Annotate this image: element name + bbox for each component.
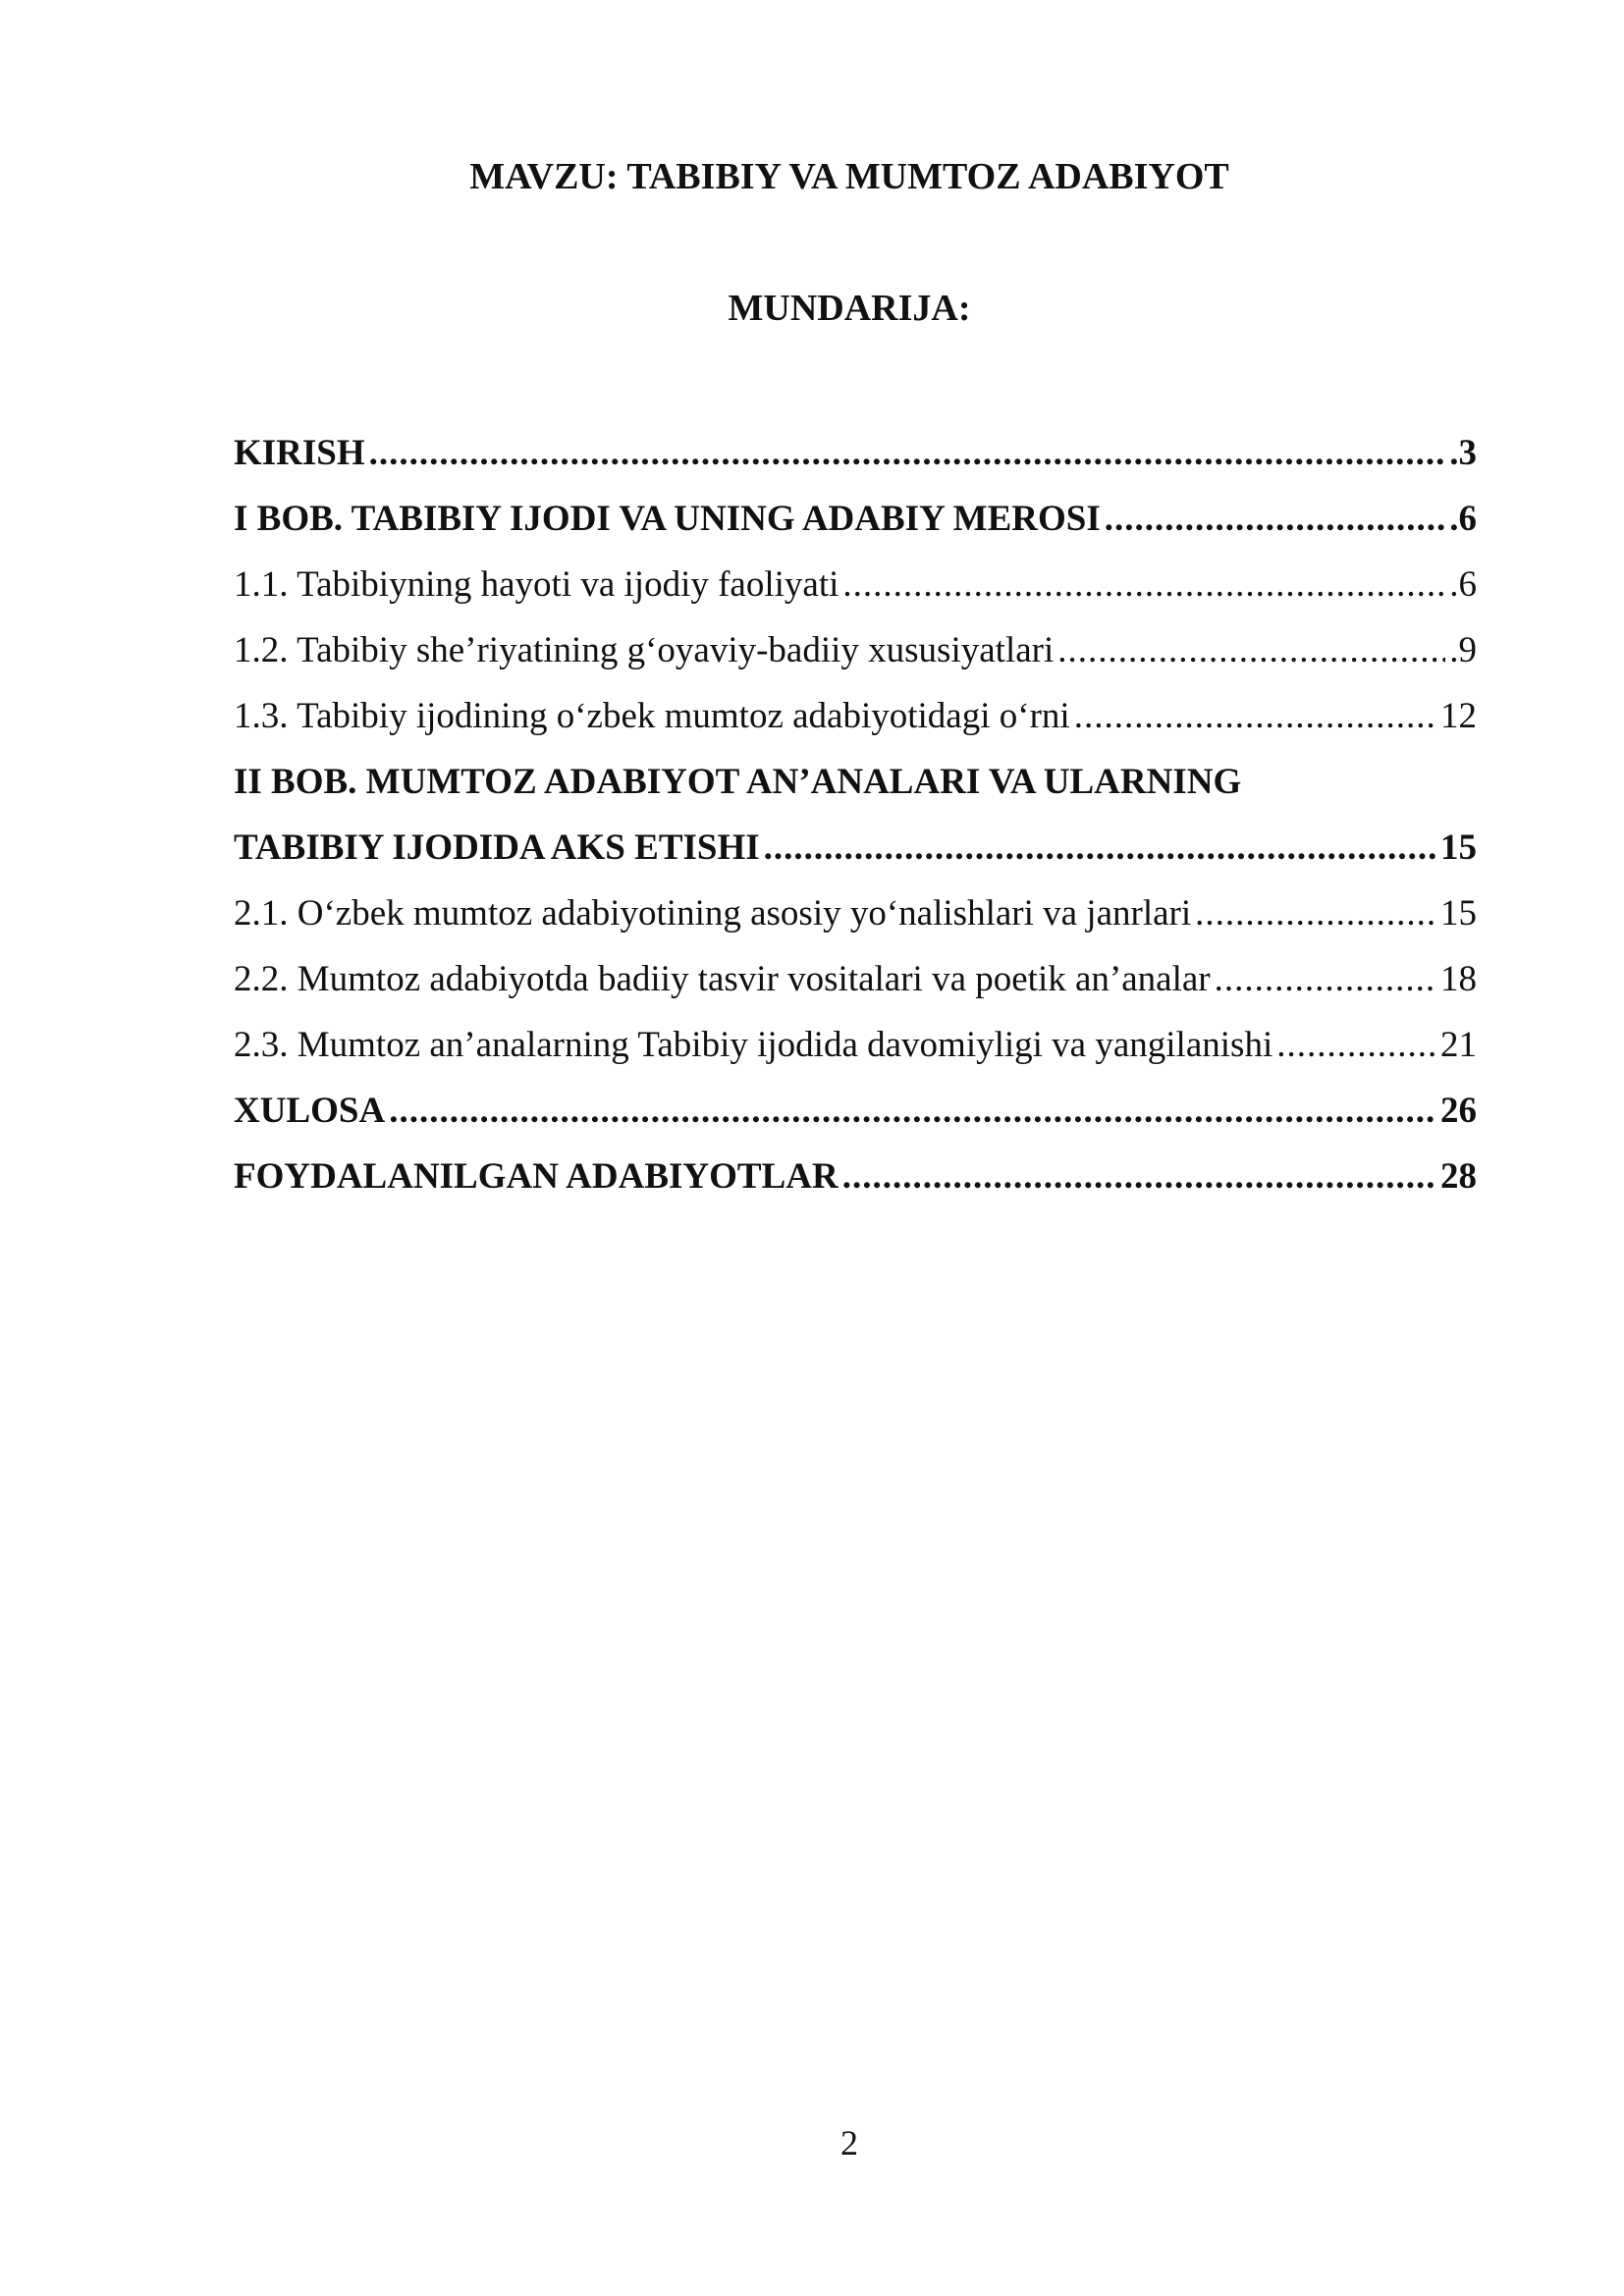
toc-entry-page: 15 [1440,828,1477,868]
toc-entry-title: 2.3. Mumtoz an’analarning Tabibiy ijodida davomiyligi va yangilanishi [234,1025,1273,1065]
toc-entry-title: II BOB. MUMTOZ ADABIYOT AN’ANALARI VA ULARNING [234,762,1242,802]
toc-entry-page: .6 [1449,499,1477,539]
toc-entry-2-2[interactable] [234,946,1477,1012]
document-topic: MAVZU: TABIBIY VA MUMTOZ ADABIYOT [469,156,1229,197]
toc-entry-page: 18 [1440,959,1477,999]
dot-leader [1105,498,1446,540]
dot-leader [1057,629,1445,671]
toc-entry-title: FOYDALANILGAN ADABIYOTLAR [234,1156,839,1197]
toc-entry-page: 28 [1440,1156,1477,1197]
dot-leader [842,563,1445,606]
toc-entry-title: 2.1. O‘zbek mumtoz adabiyotining asosiy yo‘nalishlari va janrlari [234,893,1192,934]
toc-entry-title: KIRISH [234,433,365,473]
toc-entry-chapter-1[interactable] [234,486,1477,552]
dot-leader [842,1155,1436,1198]
toc-entry-page: 12 [1440,696,1477,736]
toc-entry-chapter-2-line-1[interactable] [234,749,1477,815]
toc-entry-page: .6 [1449,564,1477,605]
toc-entry-references[interactable] [234,1144,1477,1209]
contents-heading: MUNDARIJA: [728,288,971,329]
toc-entry-page: 15 [1440,893,1477,934]
toc-entry-chapter-2-line-2[interactable] [234,815,1477,881]
toc-entry-title: 1.1. Tabibiyning hayoti va ijodiy faoliyati [234,564,839,605]
toc-entry-kirish[interactable] [234,420,1477,486]
toc-entry-title: 1.2. Tabibiy she’riyatining g‘oyaviy-badiiy xususiyatlari [234,630,1055,670]
toc-entry-1-2[interactable] [234,617,1477,683]
dot-leader [1276,1024,1436,1066]
dot-leader [369,432,1446,474]
toc-entry-xulosa[interactable] [234,1078,1477,1144]
toc-entry-1-1[interactable] [234,552,1477,617]
toc-entry-title: XULOSA [234,1091,386,1131]
toc-entry-page: .9 [1449,630,1477,670]
toc-entry-page: 26 [1440,1091,1477,1131]
table-of-contents [234,420,1477,1209]
dot-leader [1215,958,1436,1000]
toc-entry-1-3[interactable] [234,683,1477,749]
toc-entry-title: I BOB. TABIBIY IJODI VA UNING ADABIY MEROSI [234,499,1101,539]
dot-leader [1195,892,1436,934]
toc-entry-title: 2.2. Mumtoz adabiyotda badiiy tasvir vositalari va poetik an’analar [234,959,1211,999]
toc-entry-title: 1.3. Tabibiy ijodining o‘zbek mumtoz adabiyotidagi o‘rni [234,696,1070,736]
dot-leader [1074,695,1436,737]
toc-entry-page: .3 [1449,433,1477,473]
toc-entry-2-1[interactable] [234,881,1477,946]
page-number: 2 [840,2123,858,2163]
dot-leader [764,827,1436,869]
toc-entry-page: 21 [1440,1025,1477,1065]
toc-entry-title: TABIBIY IJODIDA AKS ETISHI [234,828,760,868]
dot-leader [389,1090,1436,1132]
toc-entry-2-3[interactable] [234,1012,1477,1078]
